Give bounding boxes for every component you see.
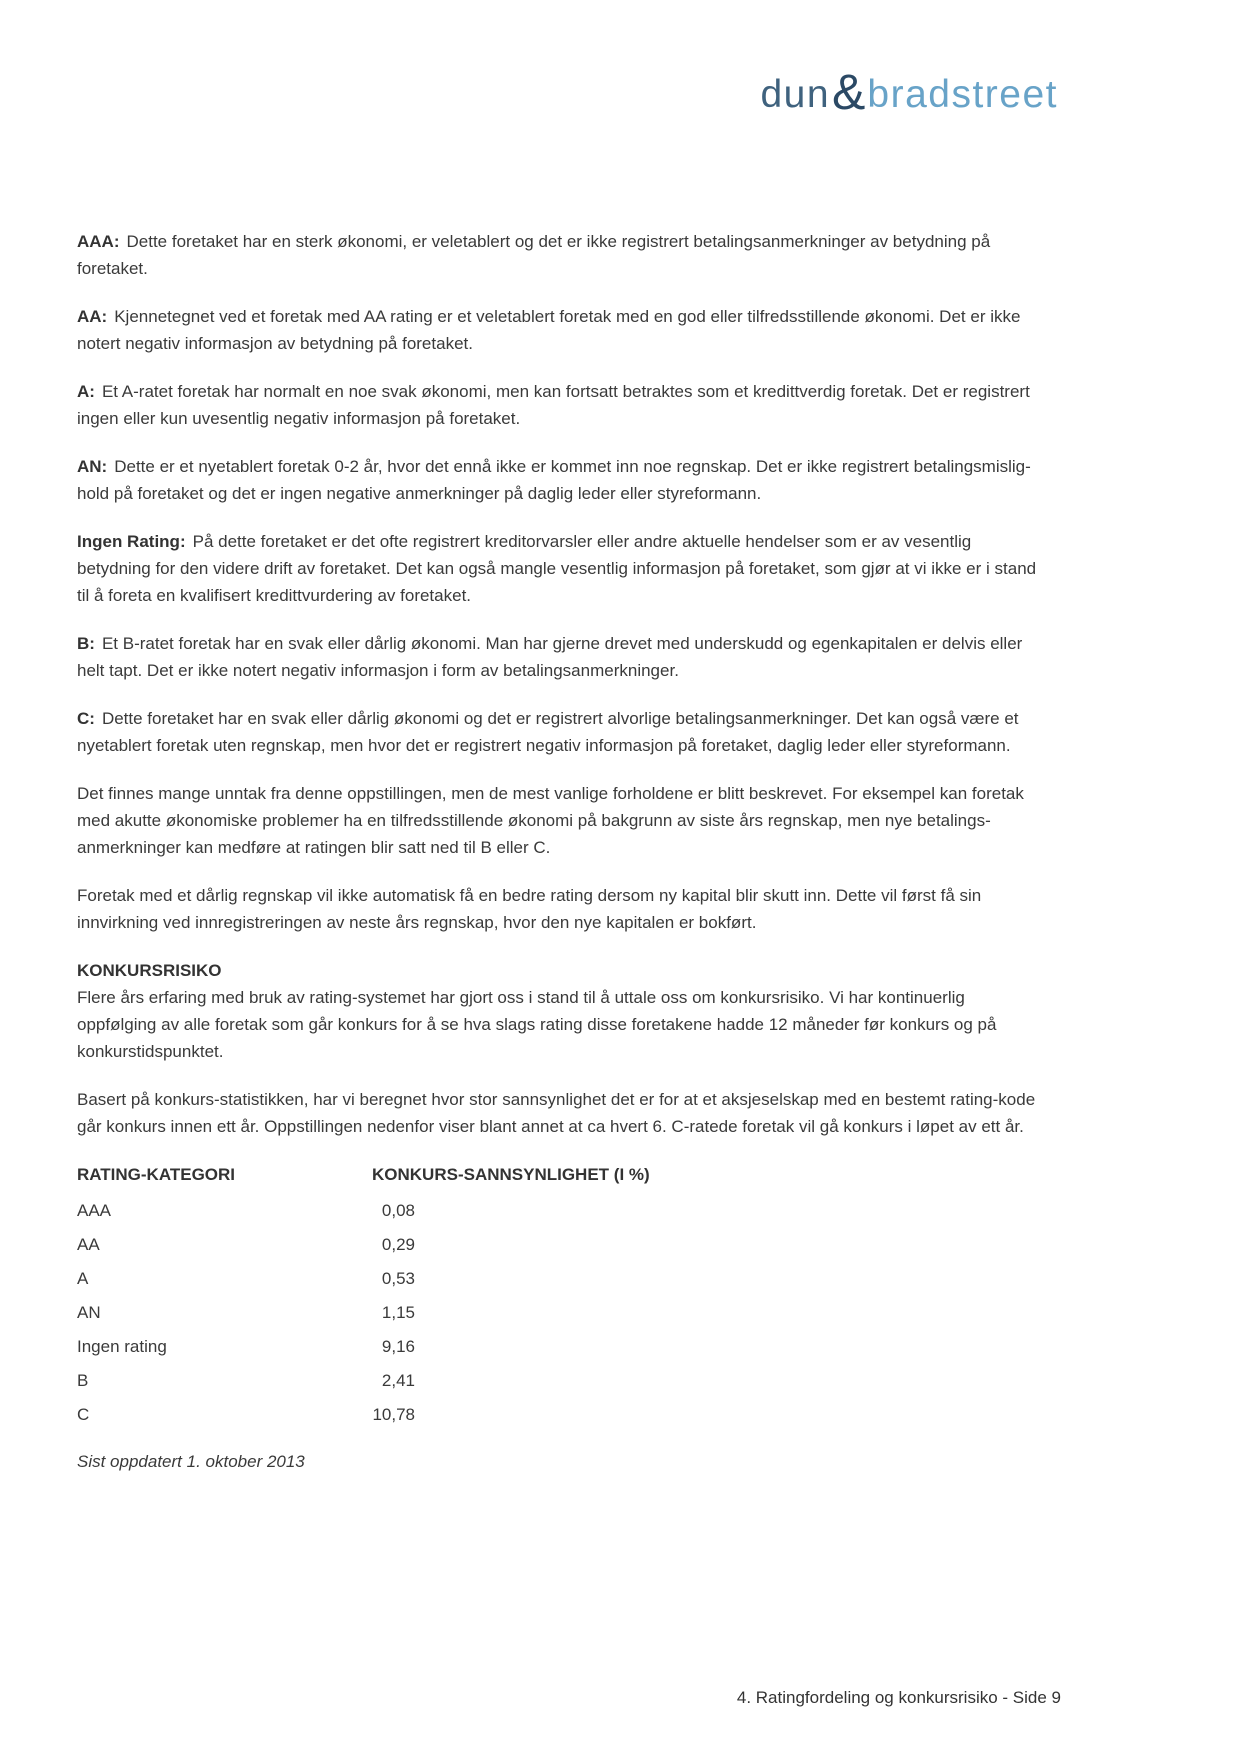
- rating-label-aa: AA:: [77, 307, 108, 326]
- table-row: [77, 1364, 1037, 1398]
- rating-text-a: Et A-ratet foretak har normalt en noe svak økonomi, men kan fortsatt betraktes som et kredittverdig foretak. Det er registrert ingen eller kun uvesentlig negativ informasjon på foretaket.: [77, 382, 1030, 428]
- exceptions-paragraph: [77, 780, 1037, 861]
- rating-category-cell: B: [77, 1371, 89, 1390]
- dun-bradstreet-logo: [760, 64, 1058, 120]
- capital-paragraph: [77, 882, 1037, 936]
- probability-value-cell: 0,29: [381, 1235, 415, 1254]
- rating-paragraph-a: [77, 378, 1037, 432]
- rating-text-c: Dette foretaket har en svak eller dårlig økonomi og det er registrert alvorlige betalingsanmerkninger. Det kan også være et nyetablert foretak uten regnskap, men hvor det er registrert negativ informasjon på foretaket, daglig leder eller styreformann.: [77, 709, 1019, 755]
- rating-text-aaa: Dette foretaket har en sterk økonomi, er veletablert og det er ikke registrert betalingsanmerkninger av betydning på foretaket.: [77, 232, 991, 278]
- table-header-row: [77, 1161, 1037, 1194]
- rating-paragraph-aaa: [77, 228, 1037, 282]
- rating-paragraph-aa: [77, 303, 1037, 357]
- probability-value-cell: 1,15: [381, 1303, 415, 1322]
- rating-category-cell: AN: [77, 1303, 101, 1322]
- table-row: [77, 1398, 1037, 1432]
- konkursrisiko-section: [77, 957, 1037, 1065]
- logo-word-dun: dun: [760, 73, 831, 116]
- rating-label-an: AN:: [77, 457, 108, 476]
- konkursrisiko-paragraph-1: Flere års erfaring med bruk av rating-systemet har gjort oss i stand til å uttale oss om konkursrisiko. Vi har kontinuerlig oppfølging av alle foretak som går konkurs for å se hva slags rating disse foretakene hadde 12 måneder før konkurs og på konkurstidspunktet.: [77, 988, 997, 1061]
- rating-category-cell: A: [77, 1269, 89, 1288]
- rating-text-b: Et B-ratet foretak har en svak eller dårlig økonomi. Man har gjerne drevet med underskudd og egenkapitalen er delvis eller helt tapt. Det er ikke notert negativ informasjon i form av betalingsanmerkninger.: [77, 634, 1023, 680]
- rating-paragraph-c: [77, 705, 1037, 759]
- konkurs-probability-table: [77, 1161, 1037, 1432]
- rating-text-aa: Kjennetegnet ved et foretak med AA rating er et veletablert foretak med en god eller tilfredsstillende økonomi. Det er ikke notert negativ informasjon av betydning på foretaket.: [77, 307, 1021, 353]
- konkursrisiko-heading: KONKURSRISIKO: [77, 961, 222, 980]
- table-row: [77, 1330, 1037, 1364]
- table-row: [77, 1296, 1037, 1330]
- column-header-konkurs-sannsynlighet: KONKURS-SANNSYNLIGHET (I %): [372, 1165, 650, 1184]
- logo-word-bradstreet: bradstreet: [867, 73, 1058, 116]
- rating-paragraph-b: [77, 630, 1037, 684]
- probability-value-cell: 0,08: [381, 1201, 415, 1220]
- rating-text-an: Dette er et nyetablert foretak 0-2 år, hvor det ennå ikke er kommet inn noe regnskap. Det er ikke registrert betalingsmislig- hold på foretaket og det er ingen negative anmerkninger på daglig leder eller styreformann.: [77, 457, 1031, 503]
- rating-label-aaa: AAA:: [77, 232, 120, 251]
- capital-text: Foretak med et dårlig regnskap vil ikke automatisk få en bedre rating dersom ny kapital blir skutt inn. Dette vil først få sin innvirkning ved innregistreringen av neste års regnskap, hvor den nye kapitalen er bokført.: [77, 886, 982, 932]
- rating-category-cell: AAA: [77, 1201, 112, 1220]
- page-footer: 4. Ratingfordeling og konkursrisiko - Side 9: [736, 1688, 1061, 1707]
- table-row: [77, 1194, 1037, 1228]
- column-header-rating-kategori: RATING-KATEGORI: [77, 1165, 236, 1184]
- rating-category-cell: Ingen rating: [77, 1337, 167, 1356]
- table-row: [77, 1262, 1037, 1296]
- rating-label-a: A:: [77, 382, 95, 401]
- probability-value-cell: 0,53: [381, 1269, 415, 1288]
- rating-label-b: B:: [77, 634, 95, 653]
- probability-value-cell: 10,78: [372, 1405, 415, 1424]
- table-row: [77, 1228, 1037, 1262]
- logo-ampersand-icon: &: [832, 64, 866, 120]
- rating-label-ingen-rating: Ingen Rating:: [77, 532, 186, 551]
- rating-text-ingen-rating: På dette foretaket er det ofte registrert kreditorvarsler eller andre aktuelle hendelser som er av vesentlig betydning for den videre drift av foretaket. Det kan også mangle vesentlig informasjon på foretaket, som gjør at vi ikke er i stand til å foreta en kvalifisert kredittvurdering av foretaket.: [77, 532, 1037, 605]
- konkursrisiko-paragraph-2: Basert på konkurs-statistikken, har vi beregnet hvor stor sannsynlighet det er for at et aksjeselskap med en bestemt rating-kode går konkurs innen ett år. Oppstillingen nedenfor viser blant annet at ca hvert 6. C-ratede foretak vil gå konkurs i løpet av ett år.: [77, 1090, 1036, 1136]
- rating-label-c: C:: [77, 709, 95, 728]
- rating-paragraph-an: [77, 453, 1037, 507]
- probability-value-cell: 9,16: [381, 1337, 415, 1356]
- exceptions-text: Det finnes mange unntak fra denne oppstillingen, men de mest vanlige forholdene er blitt beskrevet. For eksempel kan foretak med akutte økonomiske problemer ha en tilfredsstillende økonomi på bakgrunn av siste års regnskap, men nye betalings- anmerkninger kan medføre at ratingen blir satt ned til B eller C.: [77, 784, 1024, 857]
- rating-category-cell: C: [77, 1405, 90, 1424]
- probability-value-cell: 2,41: [381, 1371, 415, 1390]
- rating-paragraph-ingen-rating: [77, 528, 1037, 609]
- last-updated-note: Sist oppdatert 1. oktober 2013: [77, 1452, 305, 1471]
- document-body: [77, 228, 1037, 1475]
- rating-category-cell: AA: [77, 1235, 100, 1254]
